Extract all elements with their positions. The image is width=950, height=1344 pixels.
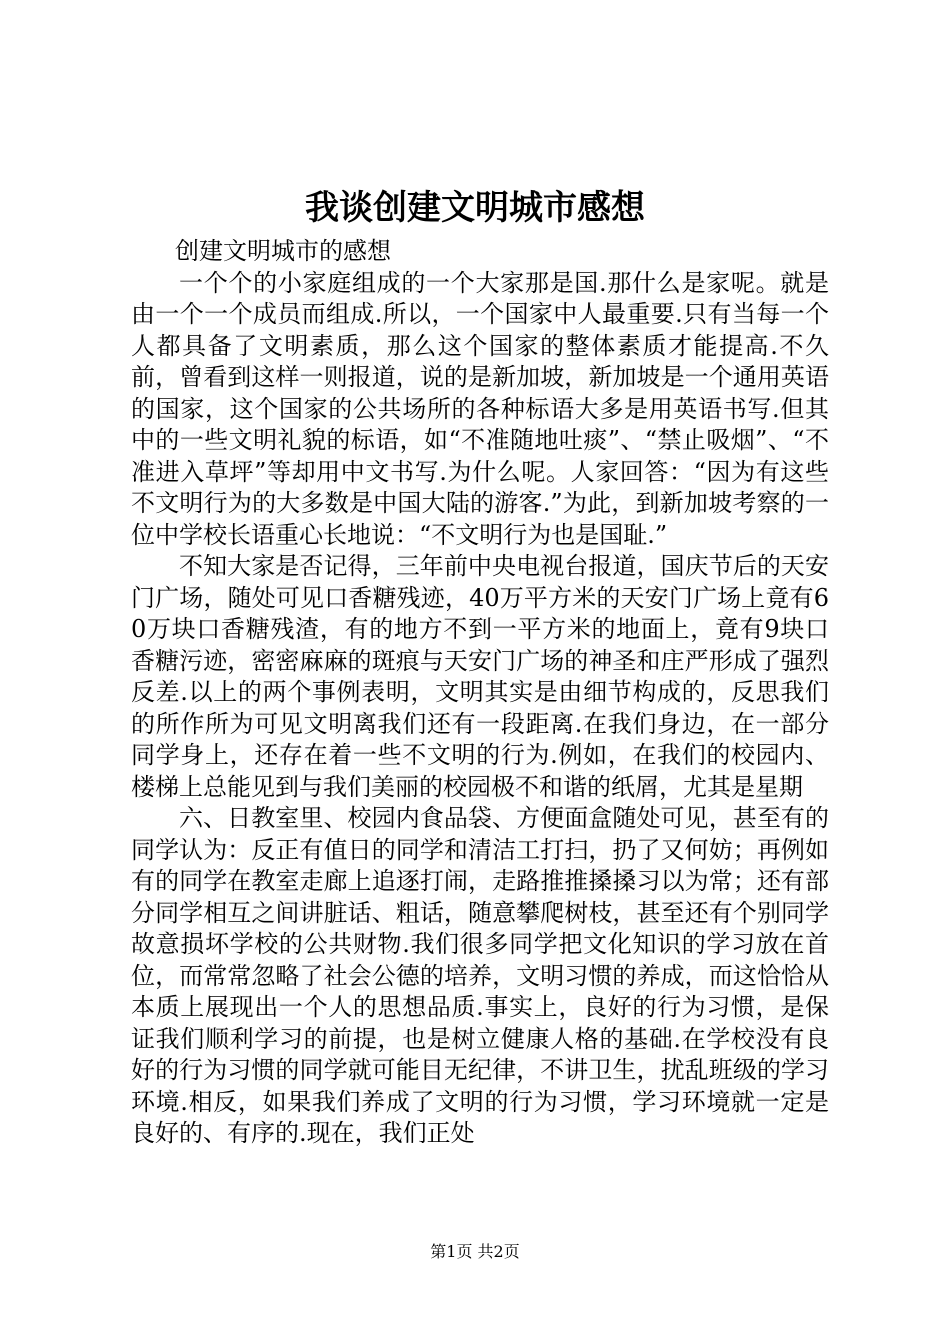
paragraph-1: 一个个的小家庭组成的一个大家那是国.那什么是家呢。就是由一个一个成员而组成.所以，一个国家中人最重要.只有当每一个人都具备了文明素质，那么这个国家的整体素质才能提高.不久前，曾看到这样一则报道，说的是新加坡，新加坡是一个通用英语的国家，这个国家的公共场所的各种标语大多是用英语书写.但其中的一些文明礼貌的标语，如“不准随地吐痰”、“禁止吸烟”、“不准进入草坪”等却用中文书写.为什么呢。人家回答：“因为有这些不文明行为的大多数是中国大陆的游客.”为此，到新加坡考察的一位中学校长语重心长地说：“不文明行为也是国耻.” [131,268,829,549]
paragraph-3: 六、日教室里、校园内食品袋、方便面盒随处可见，甚至有的同学认为：反正有值日的同学和清洁工打扫，扔了又何妨；再例如有的同学在教室走廊上追逐打闹，走路推推搡搡习以为常；还有部分同学相互之间讲脏话、粗话，随意攀爬树枝，甚至还有个别同学故意损坏学校的公共财物.我们很多同学把文化知识的学习放在首位，而常常忽略了社会公德的培养，文明习惯的养成，而这恰恰从本质上展现出一个人的思想品质.事实上，良好的行为习惯，是保证我们顺利学习的前提，也是树立健康人格的基础.在学校没有良好的行为习惯的同学就可能目无纪律，不讲卫生，扰乱班级的学习环境.相反，如果我们养成了文明的行为习惯，学习环境就一定是良好的、有序的.现在，我们正处 [131,804,829,1147]
document-title: 我谈创建文明城市感想 [305,188,645,228]
document-body [131,236,829,1150]
document-subtitle: 创建文明城市的感想 [175,237,391,265]
paragraph-2: 不知大家是否记得，三年前中央电视台报道，国庆节后的天安门广场，随处可见口香糖残迹，40万平方米的天安门广场上竟有60万块口香糖残渣，有的地方不到一平方米的地面上，竟有9块口香糖污迹，密密麻麻的斑痕与天安门广场的神圣和庄严形成了强烈反差.以上的两个事例表明，文明其实是由细节构成的，反思我们的所作所为可见文明离我们还有一段距离.在我们身边，在一部分同学身上，还存在着一些不文明的行为.例如，在我们的校园内、楼梯上总能见到与我们美丽的校园极不和谐的纸屑，尤其是星期 [131,552,829,801]
page-number-footer: 第1页 共2页 [430,1242,520,1261]
